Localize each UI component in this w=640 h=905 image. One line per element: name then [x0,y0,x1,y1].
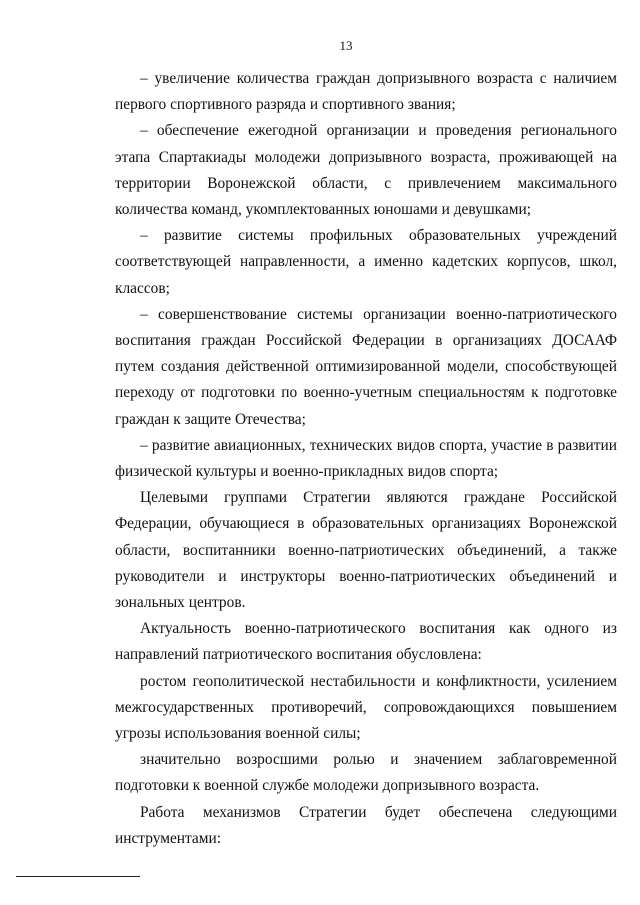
paragraph-spartakiad: – обеспечение ежегодной организации и проведения регионального этапа Спартакиады молодежи допризывного возраста, проживающей на территории Воронежской области, с привлечением максимального количества команд, укомплектованных юношами и девушками; [115,122,617,219]
paragraph-relevance: Актуальность военно-патриотического воспитания как одного из направлений патриотического воспитания обусловлена: [115,620,617,664]
paragraph-instruments: Работа механизмов Стратегии будет обеспечена следующими инструментами: [115,803,617,847]
paragraph-dosaaf: – совершенствование системы организации военно-патриотического воспитания граждан Российской Федерации в организациях ДОСААФ путем создания действенной оптимизированной модели, способствующей переходу от подготовки по военно-учетным специальностям к подготовке граждан к защите Отечества; [115,305,617,428]
paragraph-cadet-schools: – развитие системы профильных образовательных учреждений соответствующей направленности, а именно кадетских корпусов, школ, классов; [115,227,617,297]
paragraph-aviation-sports: – развитие авиационных, технических видов спорта, участие в развитии физической культуры и военно-прикладных видов спорта; [115,436,617,481]
page-number: 13 [339,38,353,53]
paragraph-geopolitics: ростом геополитической нестабильности и конфликтности, усилением межгосударственных противоречий, сопровождающихся повышением угрозы использования военной силы; [115,672,617,743]
footnote-divider [16,876,140,877]
paragraph-military-training: значительно возросшими ролью и значением заблаговременной подготовки к военной службе молодежи допризывного возраста. [115,751,617,795]
paragraph-sport-ranks: – увеличение количества граждан допризывного возраста с наличием первого спортивного разряда и спортивного звания; [115,70,617,114]
document-body [115,66,617,852]
paragraph-target-groups: Целевыми группами Стратегии являются граждане Российской Федерации, обучающиеся в образовательных организациях Воронежской области, воспитанники военно-патриотических объединений, а также руководители и инструкторы военно-патриотических объединений и зональных центров. [115,489,617,612]
